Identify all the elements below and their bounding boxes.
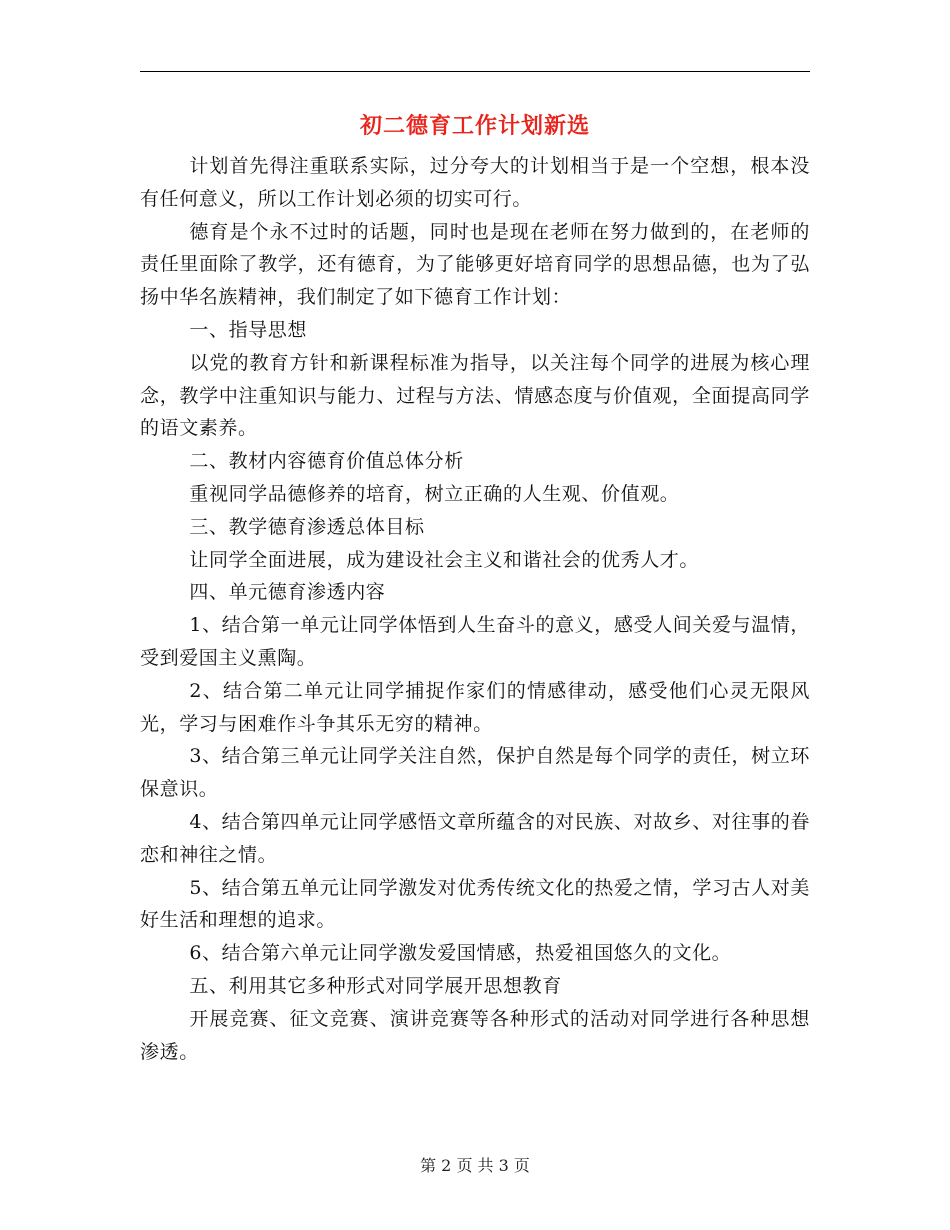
paragraph: 以党的教育方针和新课程标准为指导，以关注每个同学的进展为核心理念，教学中注重知识与能力、过程与方法、情感态度与价值观，全面提高同学的语文素养。 — [140, 351, 810, 440]
document-body — [140, 150, 810, 1068]
page-number-footer: 第 2 页 共 3 页 — [420, 1156, 530, 1175]
list-item: 3、结合第三单元让同学关注自然，保护自然是每个同学的责任，树立环保意识。 — [140, 745, 810, 801]
section-heading: 四、单元德育渗透内容 — [189, 581, 386, 604]
paragraph: 德育是个永不过时的话题，同时也是现在老师在努力做到的，在老师的责任里面除了教学，还有德育，为了能够更好培育同学的思想品德，也为了弘扬中华名族精神，我们制定了如下德育工作计划： — [140, 220, 810, 309]
list-item: 2、结合第二单元让同学捕捉作家们的情感律动，感受他们心灵无限风光，学习与困难作斗争其乐无穷的精神。 — [140, 679, 810, 735]
list-item: 5、结合第五单元让同学激发对优秀传统文化的热爱之情，学习古人对美好生活和理想的追求。 — [140, 876, 810, 932]
list-item: 1、结合第一单元让同学体悟到人生奋斗的意义，感受人间关爱与温情，受到爱国主义熏陶。 — [140, 614, 810, 669]
list-item: 6、结合第六单元让同学激发爱国情感，热爱祖国悠久的文化。 — [189, 942, 732, 965]
section-heading: 五、利用其它多种形式对同学展开思想教育 — [189, 974, 562, 997]
section-heading: 二、教材内容德育价值总体分析 — [189, 450, 464, 473]
paragraph: 开展竞赛、征文竞赛、演讲竞赛等各种形式的活动对同学进行各种思想渗透。 — [140, 1007, 810, 1063]
paragraph: 让同学全面进展，成为建设社会主义和谐社会的优秀人才。 — [189, 548, 699, 571]
section-heading: 一、指导思想 — [189, 318, 307, 341]
section-heading: 三、教学德育渗透总体目标 — [189, 515, 425, 538]
list-item: 4、结合第四单元让同学感悟文章所蕴含的对民族、对故乡、对往事的眷恋和神往之情。 — [140, 810, 810, 866]
paragraph: 重视同学品德修养的培育，树立正确的人生观、价值观。 — [189, 482, 680, 505]
header-rule — [140, 71, 810, 72]
document-title: 初二德育工作计划新选 — [359, 113, 590, 139]
paragraph: 计划首先得注重联系实际，过分夸大的计划相当于是一个空想，根本没有任何意义，所以工作计划必须的切实可行。 — [140, 155, 810, 210]
